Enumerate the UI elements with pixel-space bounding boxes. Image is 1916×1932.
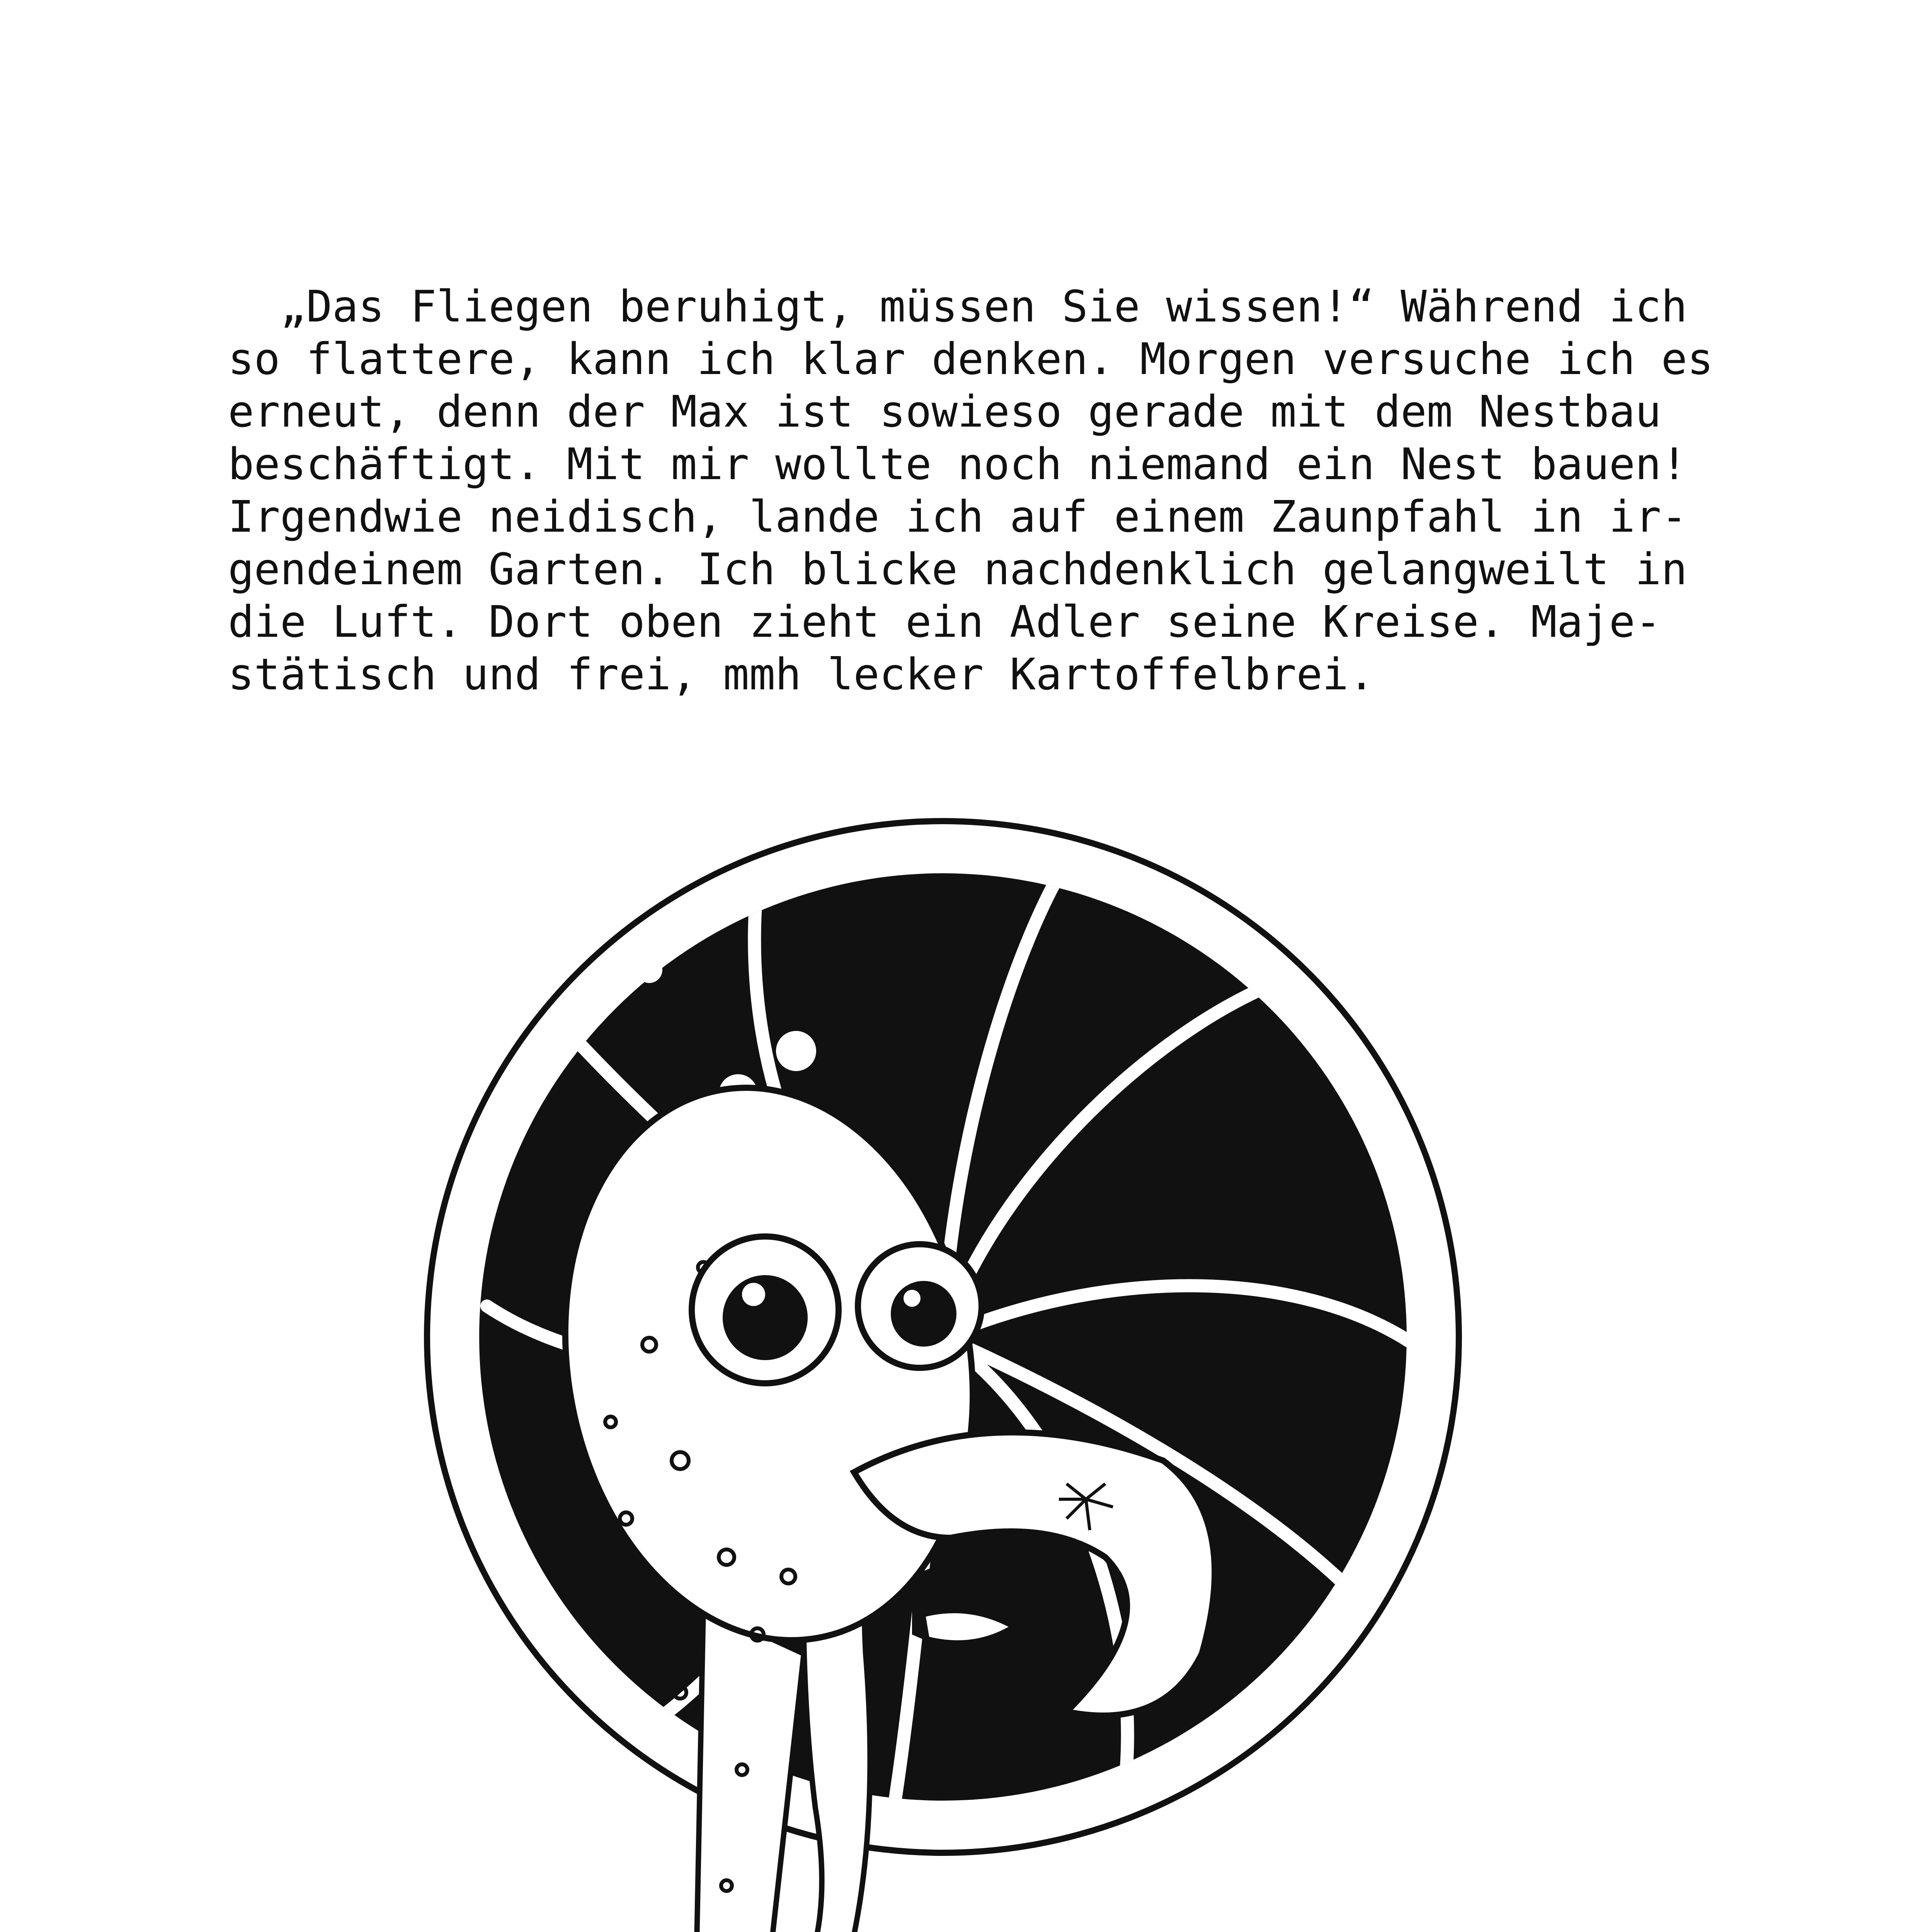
neck xyxy=(696,1607,804,1932)
text-line: „Das Fliegen beruhigt, müssen Sie wissen!“ Während ich xyxy=(228,282,1688,332)
paragraph-1 xyxy=(228,281,1714,701)
left-pupil xyxy=(723,1275,808,1360)
text-line: so flattere, kann ich klar denken. Morgen versuche ich es xyxy=(228,334,1714,384)
right-pupil xyxy=(891,1281,956,1347)
text-line: Irgendwie neidisch, lande ich auf einem Zaunpfahl in ir- xyxy=(228,492,1688,542)
vulture-in-spiral-circle-illustration xyxy=(410,765,1476,1932)
text-line: erneut, denn der Max ist sowieso gerade mit dem Nestbau xyxy=(228,387,1661,437)
text-line: die Luft. Dort oben zieht ein Adler seine Kreise. Maje- xyxy=(228,597,1661,647)
bubble xyxy=(636,957,662,983)
text-line: beschäftigt. Mit mir wollte noch niemand ein Nest bauen! xyxy=(228,439,1688,490)
bubble xyxy=(776,1031,816,1071)
text-line: gendeinem Garten. Ich blicke nachdenklich gelangweilt in xyxy=(228,544,1688,595)
text-line: stätisch und frei, mmh lecker Kartoffelbrei. xyxy=(228,650,1375,700)
